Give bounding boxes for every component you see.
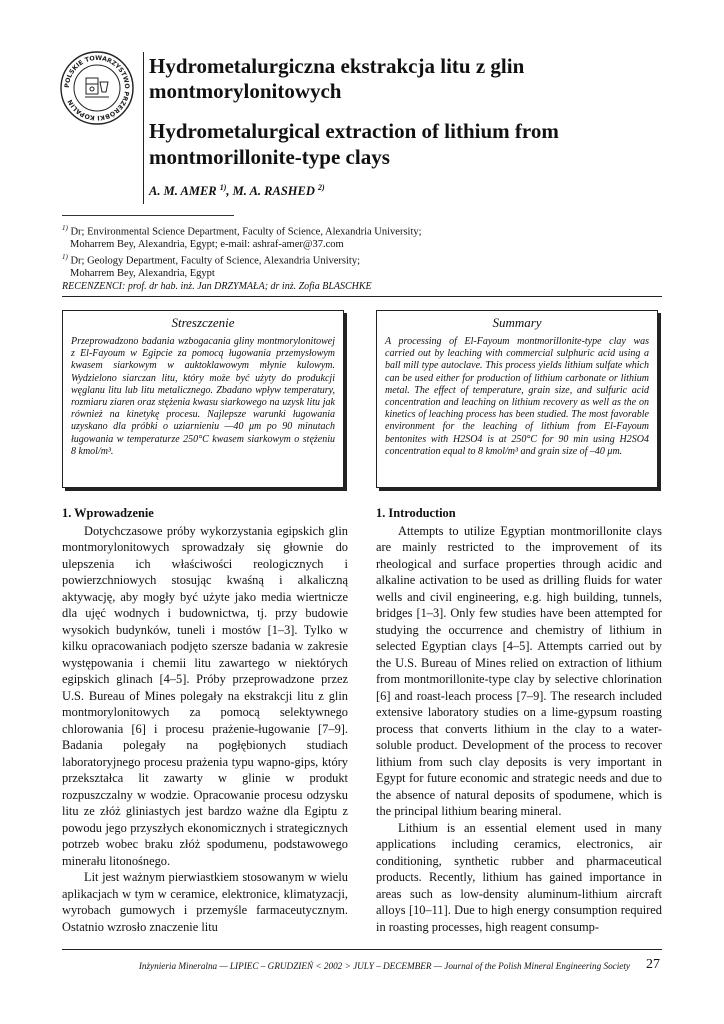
abstract-english-heading: Summary: [492, 315, 542, 330]
society-logo: [59, 50, 135, 126]
logo-ring-text: POLSKIE TOWARZYSTWO PRZERÓBKI KOPALIN: [63, 54, 131, 122]
footnote-2-line1: Dr; Geology Department, Faculty of Science, Alexandria University;: [70, 255, 361, 267]
section-english-paragraph-2: Lithium is an essential element used in many applications including ceramics, electronics, air conditioning, synthetic rubber and pharmaceutical products. Recently, lithium has gained importance in areas such as low-density aluminum-lithium aircraft alloys [10–11]. Due to high energy consumption required in roasting processes, high reagent consump-: [376, 820, 662, 934]
abstract-polish-text: Przeprowadzono badania wzbogacania gliny montmorylonitowej z El-Fayoum w Egipcie za pomocą ługowania przemysłowym kwasem siarkowym w auktoklawowym młynie kulowym. Wydzielono siarczan litu, który może być użyty do produkcji węglanu litu lub litu metalicznego. Zbadano wpływ temperatury, rozmiaru ziaren oraz stężenia kwasu siarkowego na uzysk litu jak również na kinetykę procesu. Najlepsze warunki ługowania uzyskano dla próbki o uziarnieniu —40 μm po 90 minutach ługowania w temperaturze 250°C kwasem siarkowym o stężeniu 8 kmol/m³.: [71, 336, 335, 457]
section-polish-paragraph-2: Lit jest ważnym pierwiastkiem stosowanym w wielu aplikacjach w tym w ceramice, elektronice, klimatyzacji, wyrobach gumowych i przemyśle farmaceutycznym. Ostatnio wzrosło znaczenie litu: [62, 870, 348, 934]
footnote-1-line1: Dr; Environmental Science Department, Faculty of Science, Alexandria University;: [70, 226, 422, 238]
author-2-mark: 2): [318, 183, 325, 192]
page-number: 27: [646, 957, 660, 972]
title-vertical-rule: [143, 52, 144, 204]
section-english-heading: 1. Introduction: [376, 506, 456, 520]
footnote-2: [62, 251, 532, 281]
footnote-2-mark: 1): [62, 253, 68, 261]
title-english: Hydrometalurgical extraction of lithium from montmorillonite-type clays: [149, 119, 559, 169]
footnote-1-line2: Moharrem Bey, Alexandria, Egypt; e-mail: ashraf-amer@37.com: [70, 239, 344, 250]
footer-rule: [62, 949, 662, 950]
abstract-polish-box: [62, 310, 344, 488]
reviewers: RECENZENCI: prof. dr hab. inż. Jan DRZYMAŁA; dr inż. Zofia BLASCHKE: [62, 281, 372, 292]
logo-emblem-icon: [85, 78, 109, 97]
authors: [149, 183, 325, 199]
section-english-paragraph-1: Attempts to utilize Egyptian montmorillonite clays are mainly restricted to the improvement of its rheological and surface properties through acidic and alkaline activation to be used as drilling fluids for water wells and civil engineering, e.g. high building, tunnels, bridges [1–3]. Only few studies have been attempted for studying the occurrence and chemistry of lithium in selected Egyptian clays [4–5]. Attempts carried out by the U.S. Bureau of Mines relied on extraction of lithium from montmorillonite-type clay by selective chlorination [6] and roast-leach process [7–9]. The research included extensive laboratory studies on a lime-gypsum roasting process that converts lithium in the clay to a water-soluble product. Development of the process to recover lithium from such clay deposits is very important in Egypt for future economic and strategic needs and due to the absence of natural deposits of spodumene, which is the principal lithium bearing mineral.: [376, 523, 662, 818]
author-1: A. M. AMER: [149, 184, 217, 199]
footnote-2-line2: Moharrem Bey, Alexandria, Egypt: [70, 268, 215, 279]
header-separator: [62, 296, 662, 297]
abstract-english-text: A processing of El-Fayoum montmorillonite-type clay was carried out by leaching with commercial sulphuric acid using a ball mill type autoclave. This process yields lithium sulfate which can be used either for production of lithium carbonate or lithium metal. The effect of temperature, grain size, and sulfuric acid concentration and leaching on lithium recovery as well as the on kinetics of leaching process has been studied. The most favorable environment for the leaching of lithium from El-Fayoum bentonites with H2SO4 is at 250°C for 90 min using H2SO4 concentration equal to 8 kmol/m³ and grain size of –40 μm.: [385, 336, 649, 457]
author-1-mark: 1): [219, 183, 227, 192]
footnote-1-mark: 1): [62, 224, 68, 232]
abstract-english-box: [376, 310, 658, 488]
footnote-rule: [62, 215, 234, 216]
title-polish: Hydrometalurgiczna ekstrakcja litu z glin montmorylonitowych: [149, 54, 525, 103]
author-separator: ,: [226, 184, 233, 199]
section-polish: [62, 505, 348, 935]
section-polish-paragraph-1: Dotychczasowe próby wykorzystania egipskich glin montmorylonitowych sprowadzały się głownie do ulepszenia ich właściwości reologicznych i powierzchniowych stosując kwaśną i alkaliczną aktywację, aby mogły być użyte jako media wiertnicze dla ujęć wodnych i budownictwa, tj. przy budowie wysokich budynków, tuneli i mostów [1–3]. Tylko w kilku opracowaniach podjęto szersze badania w zakresie występowania i chemii litu zawartego w niektórych egipskich glinach [4–5]. Próby przeprowadzone przez U.S. Bureau of Mines polegały na ekstrakcji litu z glin montmorylonitowych za pomocą selektywnego chlorowania [6] i procesu prażenie-ługowanie [7–9]. Badania polegały na pogłębionych studiach laboratoryjnego procesu prażenia typu wapno-gips, który przekształca lit zawarty w glinie w produkt rozpuszczalny w wodzie. Opracowanie procesu odzysku litu ze złóż gliniastych jest bardzo ważne dla Egiptu z powodu jego przyszłych ekonomicznych i strategicznych potrzeb wobec braku złóż spodumenu, podstawowego minerału litonośnego.: [62, 523, 348, 868]
section-english: [376, 505, 662, 935]
footnote-1: [62, 222, 532, 252]
journal-footer: Inżynieria Mineralna — LIPIEC – GRUDZIEŃ < 2002 > JULY – DECEMBER — Journal of the Polish Mineral Engineering Society: [138, 961, 630, 971]
author-2: M. A. RASHED: [232, 184, 315, 199]
section-polish-heading: 1. Wprowadzenie: [62, 506, 154, 520]
abstract-polish-heading: Streszczenie: [171, 315, 235, 330]
